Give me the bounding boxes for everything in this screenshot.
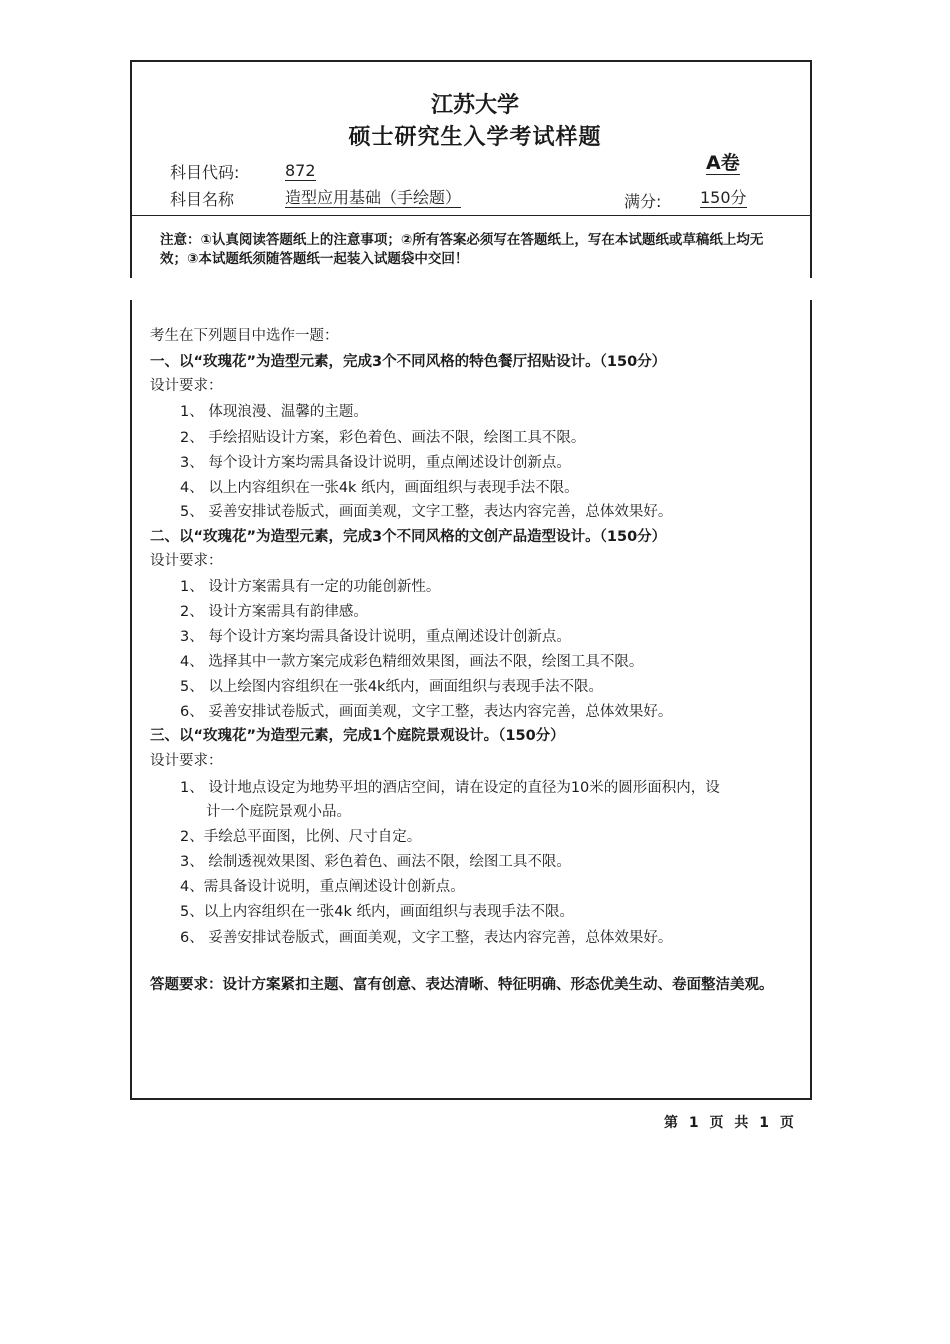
question-3-item-continued: 计一个庭院景观小品。 [206,804,351,820]
question-3-requirements-label: 设计要求： [150,753,223,769]
header-divider [130,215,812,216]
question-2-item: 3、 每个设计方案均需具备设计说明，重点阐述设计创新点。 [180,629,571,645]
exam-notice: 注意：①认真阅读答题纸上的注意事项；②所有答案必须写在答题纸上，写在本试题纸或草稿纸上均无效；③本试题纸须随答题纸一起装入试题袋中交回！ [160,232,764,267]
paper-version: A卷 [706,152,740,174]
question-1-item: 3、 每个设计方案均需具备设计说明，重点阐述设计创新点。 [180,455,571,471]
subject-code-value: 872 [285,161,316,180]
question-2-heading: 二、以“玫瑰花”为造型元素，完成3个不同风格的文创产品造型设计。（150分） [150,529,667,545]
question-3-item: 1、 设计地点设定为地势平坦的酒店空间，请在设定的直径为10米的圆形面积内，设 [180,780,720,796]
intro-text: 考生在下列题目中选作一题： [150,328,339,344]
question-2-item: 4、 选择其中一款方案完成彩色精细效果图，画法不限，绘图工具不限。 [180,654,644,670]
full-score-label: 满分: [624,192,662,211]
question-1-item: 5、 妥善安排试卷版式，画面美观，文字工整，表达内容完善，总体效果好。 [180,504,673,520]
question-2-item: 6、 妥善安排试卷版式，画面美观，文字工整，表达内容完善，总体效果好。 [180,704,673,720]
question-2-requirements-label: 设计要求： [150,553,223,569]
question-1-item: 2、 手绘招贴设计方案，彩色着色、画法不限，绘图工具不限。 [180,430,586,446]
question-2-item: 1、 设计方案需具有一定的功能创新性。 [180,579,441,595]
answer-requirements: 答题要求：设计方案紧扣主题、富有创意、表达清晰、特征明确、形态优美生动、卷面整洁美观。 [150,977,774,993]
full-score-value: 150分 [700,188,747,207]
subject-name-value: 造型应用基础（手绘题） [285,188,462,207]
subject-code-label: 科目代码: [170,163,240,182]
question-1-heading: 一、以“玫瑰花”为造型元素，完成3个不同风格的特色餐厅招贴设计。（150分） [150,354,667,370]
question-1-requirements-label: 设计要求： [150,378,223,394]
question-3-heading: 三、以“玫瑰花”为造型元素，完成1个庭院景观设计。（150分） [150,728,565,744]
question-1-item: 4、 以上内容组织在一张4k 纸内，画面组织与表现手法不限。 [180,480,579,496]
page-number: 第 1 页 共 1 页 [664,1115,794,1131]
question-3-item: 2、手绘总平面图，比例、尺寸自定。 [180,829,422,845]
question-3-item: 4、需具备设计说明，重点阐述设计创新点。 [180,879,465,895]
question-3-item: 5、以上内容组织在一张4k 纸内，画面组织与表现手法不限。 [180,904,574,920]
question-3-item: 6、 妥善安排试卷版式，画面美观，文字工整，表达内容完善，总体效果好。 [180,930,673,946]
question-3-item: 3、 绘制透视效果图、彩色着色、画法不限，绘图工具不限。 [180,854,571,870]
question-2-item: 2、 设计方案需具有韵律感。 [180,604,368,620]
question-1-item: 1、 体现浪漫、温馨的主题。 [180,404,368,420]
exam-title: 硕士研究生入学考试样题 [348,125,602,150]
school-name: 江苏大学 [430,93,519,118]
question-2-item: 5、 以上绘图内容组织在一张4k纸内，画面组织与表现手法不限。 [180,679,603,695]
subject-name-label: 科目名称 [170,190,235,209]
